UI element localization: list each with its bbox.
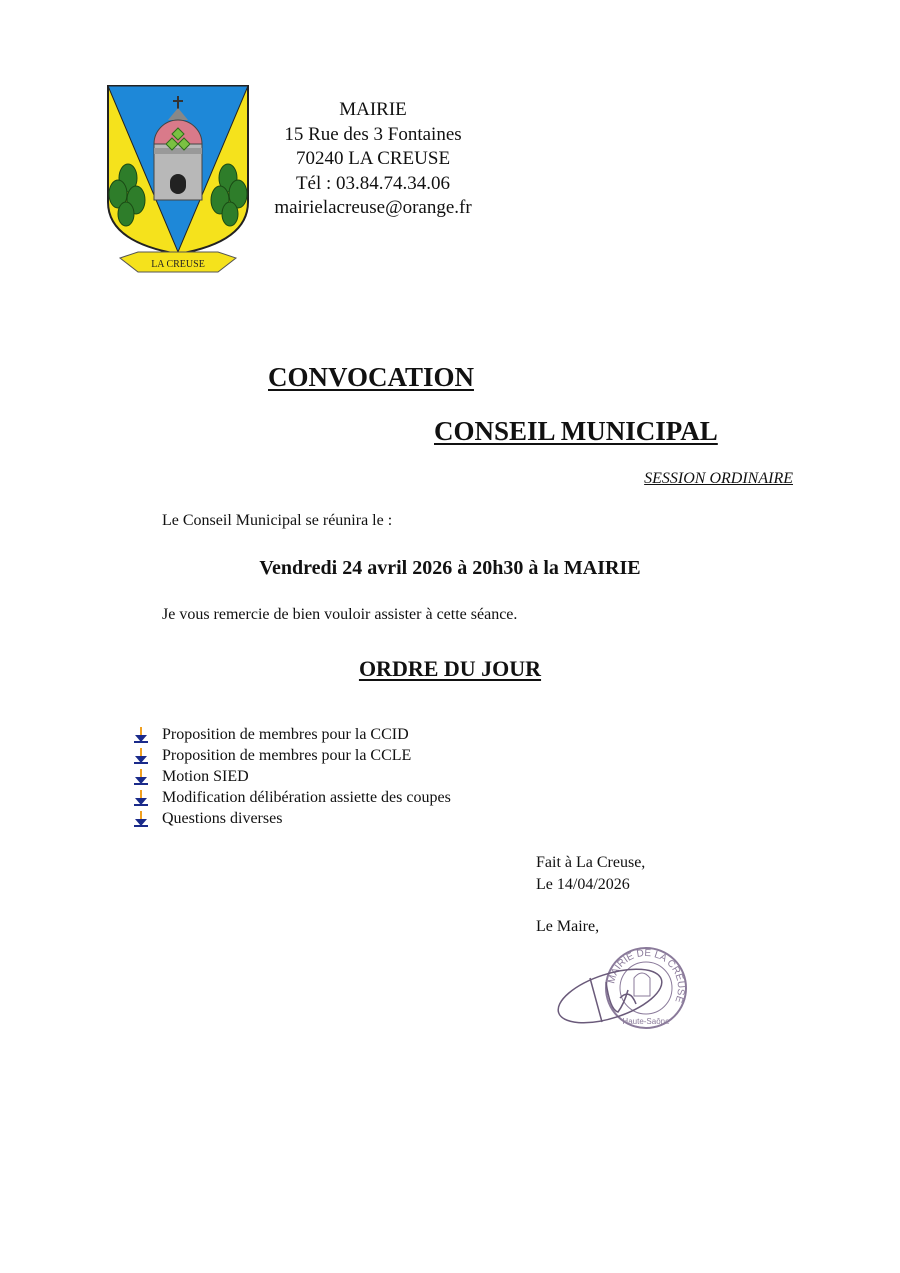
header-line: mairielacreuse@orange.fr: [274, 197, 472, 218]
agenda-item-text: Modification délibération assiette des coupes: [162, 789, 451, 806]
header-line: 70240 LA CREUSE: [295, 148, 451, 169]
svg-text:MAIRIE DE LA CREUSE: MAIRIE DE LA CREUSE: [606, 947, 687, 1004]
agenda-item-text: Proposition de membres pour la CCID: [162, 726, 409, 743]
meeting-date: Vendredi 24 avril 2026 à 20h30 à la MAIRIE: [259, 557, 641, 579]
mairie-address: [248, 98, 498, 221]
document-subtitle: CONSEIL MUNICIPAL: [434, 416, 718, 446]
header-line: Tél : 03.84.74.34.06: [295, 172, 451, 194]
agenda-title: ORDRE DU JOUR: [358, 656, 542, 681]
crest-logo: [104, 82, 252, 278]
arrow-down-bullet-icon: [132, 790, 150, 806]
header-line: 15 Rue des 3 Fontaines: [284, 123, 462, 145]
crest-ribbon-text: LA CREUSE: [151, 259, 205, 270]
agenda-list: [132, 724, 451, 829]
agenda-item: [132, 787, 451, 808]
agenda-item: [132, 724, 451, 745]
arrow-down-bullet-icon: [132, 748, 150, 764]
header-line: MAIRIE: [339, 99, 407, 120]
agenda-item: [132, 745, 451, 766]
thanks-text: Je vous remercie de bien vouloir assister à cette séance.: [162, 606, 518, 623]
agenda-item-text: Proposition de membres pour la CCLE: [162, 747, 412, 764]
signoff-signatory: Le Maire,: [536, 918, 600, 935]
arrow-down-bullet-icon: [132, 811, 150, 827]
official-seal-stamp: [550, 938, 690, 1038]
signoff-date: Le 14/04/2026: [536, 876, 630, 893]
agenda-item: [132, 808, 451, 829]
agenda-item: [132, 766, 451, 787]
session-type: SESSION ORDINAIRE: [644, 470, 793, 487]
document-title: CONVOCATION: [268, 362, 474, 392]
intro-text: Le Conseil Municipal se réunira le :: [162, 512, 393, 529]
agenda-item-text: Questions diverses: [162, 810, 283, 827]
signoff-block: [536, 852, 645, 938]
agenda-item-text: Motion SIED: [162, 768, 249, 785]
arrow-down-bullet-icon: [132, 727, 150, 743]
arrow-down-bullet-icon: [132, 769, 150, 785]
svg-text:Haute-Saône: Haute-Saône: [622, 1017, 670, 1026]
signoff-place: Fait à La Creuse,: [536, 854, 646, 871]
